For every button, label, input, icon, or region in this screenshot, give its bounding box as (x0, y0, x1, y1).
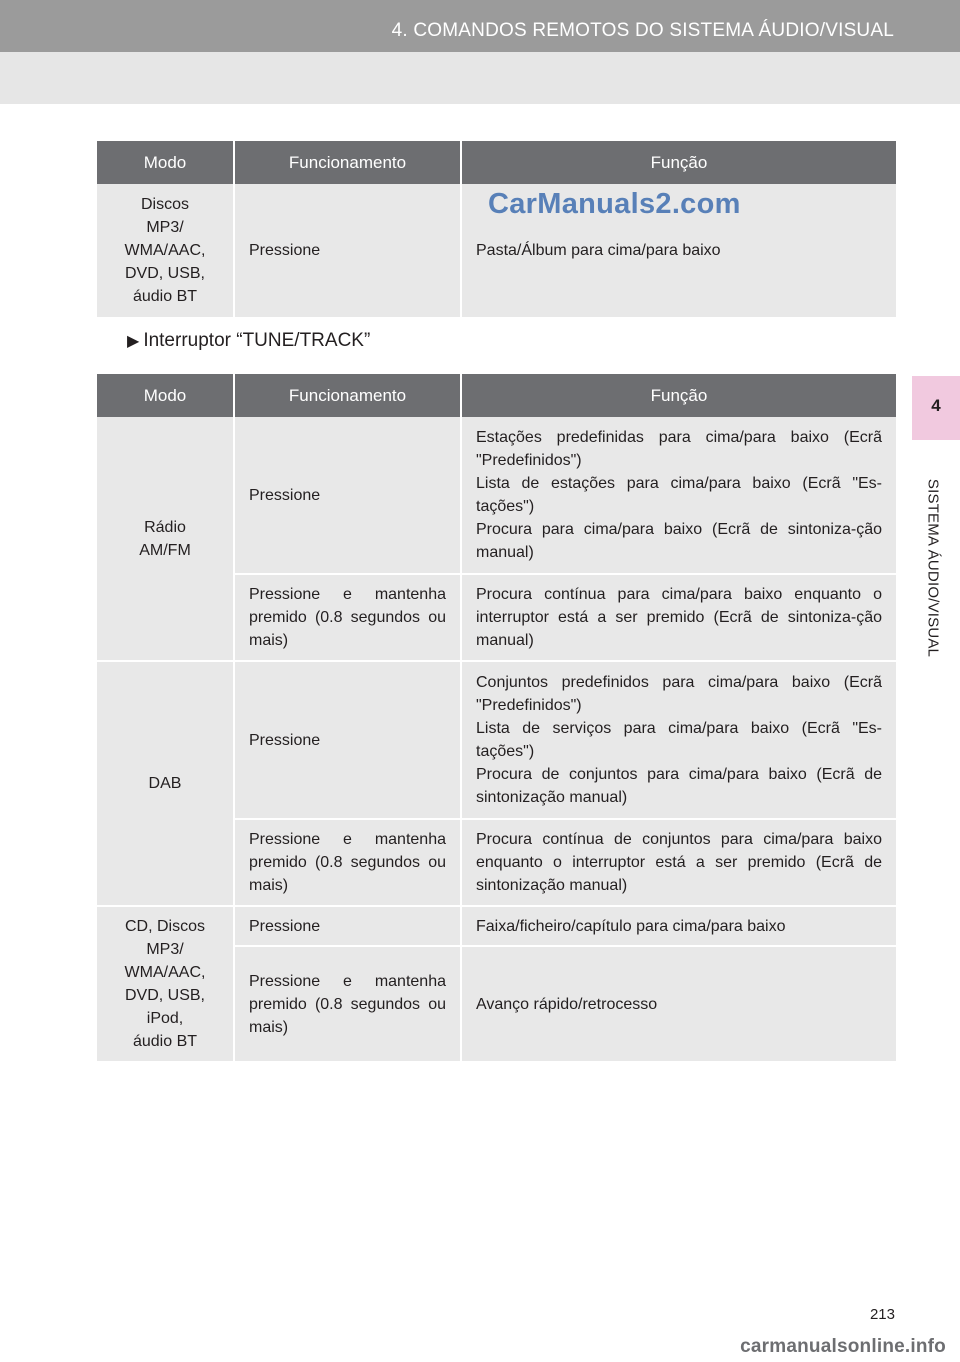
section-heading-text: Interruptor “TUNE/TRACK” (143, 330, 371, 351)
cell-function: Faixa/ficheiro/capítulo para cima/para baixo (461, 906, 896, 946)
header-bar (0, 0, 960, 52)
table-row (97, 906, 896, 946)
col-header-mode: Modo (97, 141, 234, 184)
cell-function (461, 661, 896, 819)
cell-operation: Pressione (234, 184, 461, 318)
col-header-mode: Modo (97, 374, 234, 417)
table-tune-track (97, 374, 896, 1063)
table-folder-control (97, 141, 896, 319)
section-heading (127, 330, 370, 352)
table-header-row (97, 374, 896, 417)
col-header-function: Função (461, 141, 896, 184)
triangle-arrow-icon: ▶ (127, 333, 140, 350)
cell-operation: Pressione (234, 661, 461, 819)
cell-function (461, 417, 896, 574)
cell-function: Procura contínua de conjuntos para cima/para baixo enquanto o interruptor está a ser premido (Ecrã de sintonização manual) (461, 819, 896, 906)
table-row (97, 417, 896, 574)
cell-function-text: Estações predefinidas para cima/para baixo (Ecrã "Predefinidos") Lista de estações para cima/para baixo (Ecrã "Es-tações") Procura para cima/para baixo (Ecrã de sintoniza-ção manual) (476, 429, 882, 561)
cell-function: Pasta/Álbum para cima/para baixo (461, 184, 896, 318)
cell-function-text: Conjuntos predefinidos para cima/para baixo (Ecrã "Predefinidos") Lista de serviços para cima/para baixo (Ecrã "Es-tações") Procura de conjuntos para cima/para baixo (Ecrã de sintonização manual) (476, 674, 882, 806)
table-row (97, 661, 896, 819)
chapter-title: 4. COMANDOS REMOTOS DO SISTEMA ÁUDIO/VISUAL (391, 20, 894, 41)
cell-operation: Pressione e mantenha premido (0.8 segundos ou mais) (234, 819, 461, 906)
cell-operation: Pressione e mantenha premido (0.8 segundos ou mais) (234, 574, 461, 661)
cell-operation: Pressione (234, 417, 461, 574)
chapter-number: 4 (931, 396, 941, 415)
cell-mode-text: DAB (148, 775, 182, 792)
cell-mode-text: Rádio AM/FM (139, 518, 191, 559)
cell-mode-text: CD, Discos MP3/ WMA/AAC, DVD, USB, iPod, áudio BT (124, 918, 206, 1050)
table-header-row (97, 141, 896, 184)
col-header-function: Função (461, 374, 896, 417)
footer-watermark-logo[interactable]: carmanualsonline.info (740, 1336, 946, 1357)
chapter-side-label (916, 452, 950, 684)
col-header-operation: Funcionamento (234, 374, 461, 417)
chapter-tab[interactable] (912, 376, 960, 440)
header-band (0, 52, 960, 104)
cell-function: Procura contínua para cima/para baixo enquanto o interruptor está a ser premido (Ecrã de sintoniza-ção manual) (461, 574, 896, 661)
cell-mode (97, 417, 234, 661)
col-header-operation: Funcionamento (234, 141, 461, 184)
cell-mode-text: Discos MP3/ WMA/AAC, DVD, USB, áudio BT (124, 196, 206, 305)
cell-function: Avanço rápido/retrocesso (461, 946, 896, 1062)
cell-operation: Pressione e mantenha premido (0.8 segundos ou mais) (234, 946, 461, 1062)
cell-operation: Pressione (234, 906, 461, 946)
page-number: 213 (869, 1306, 895, 1323)
watermark-logo[interactable]: CarManuals2.com (488, 188, 741, 220)
cell-mode (97, 661, 234, 906)
chapter-side-label-text: SISTEMA ÁUDIO/VISUAL (924, 478, 942, 658)
cell-mode (97, 184, 234, 318)
cell-mode (97, 906, 234, 1062)
